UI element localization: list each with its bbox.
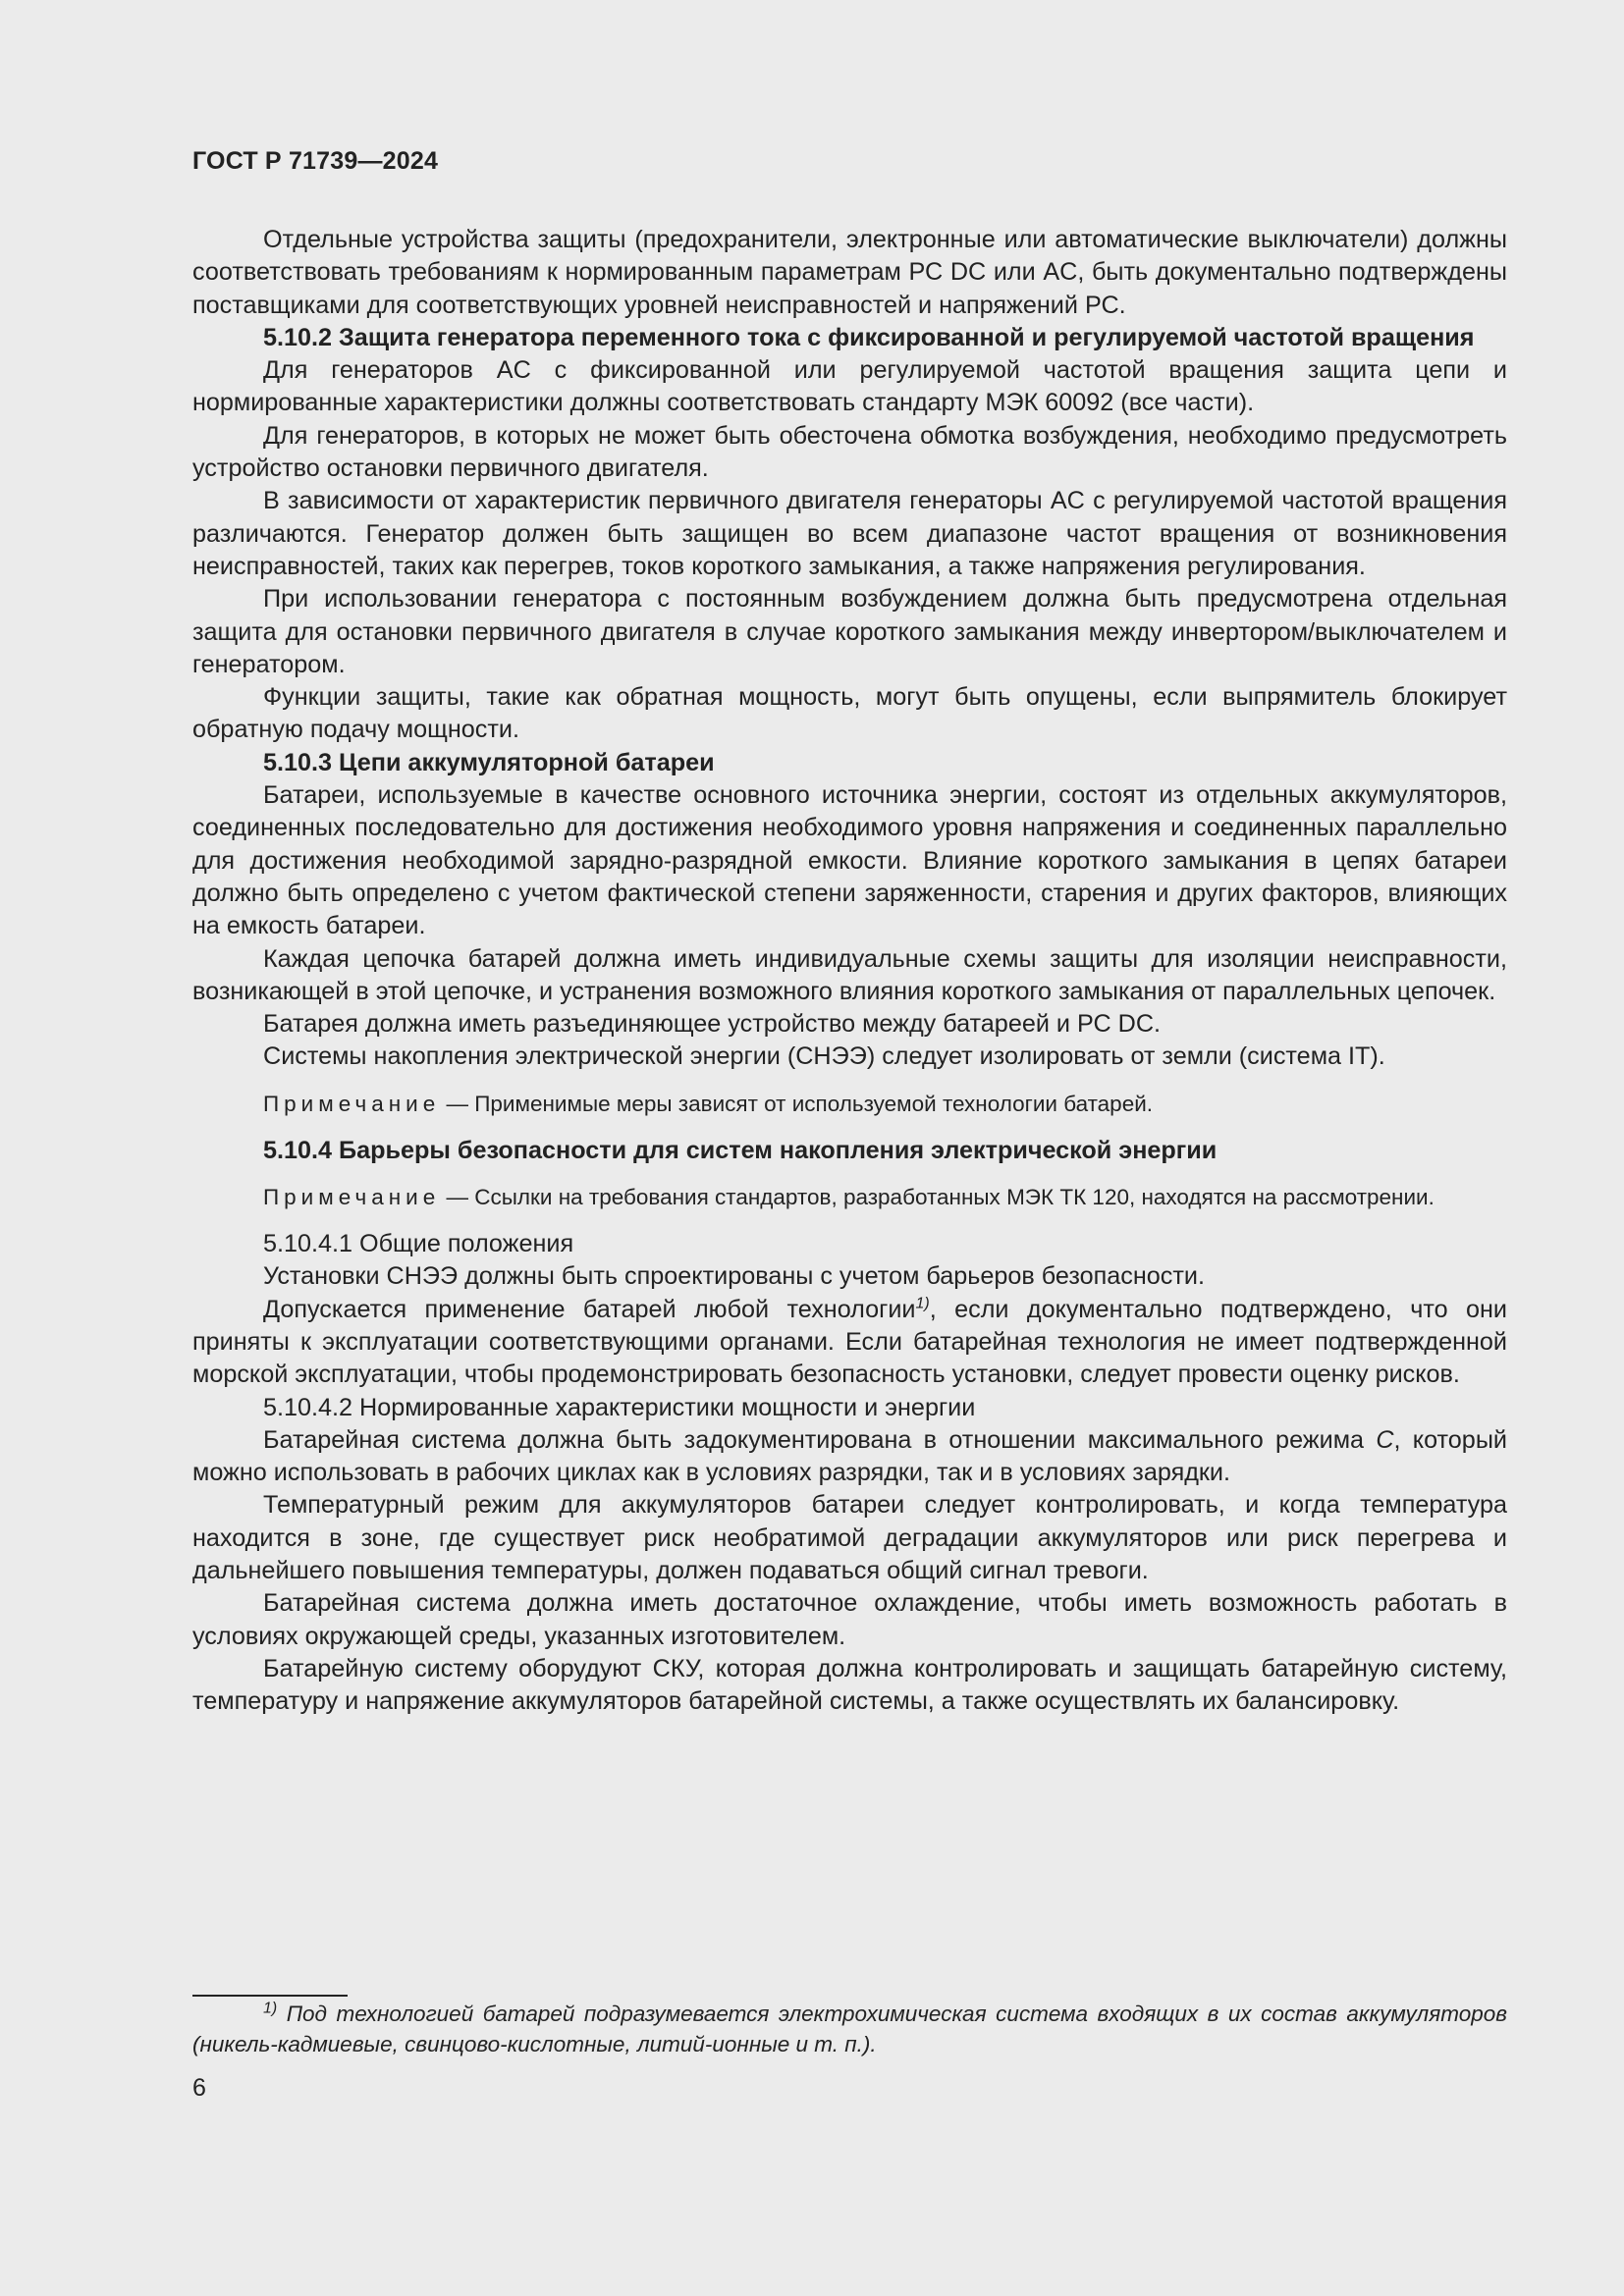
note-text: Ссылки на требования стандартов, разработанных МЭК ТК 120, находятся на рассмотрении. xyxy=(474,1185,1435,1210)
footnote-mark: 1) xyxy=(263,2000,278,2017)
footnote xyxy=(192,1999,1507,2059)
footnote-divider xyxy=(192,1995,348,1997)
paragraph: Батарейную систему оборудуют СКУ, которая должна контролировать и защищать батарейную систему, температуру и напряжение аккумуляторов батарейной системы, а также осуществлять их балансировку. xyxy=(192,1654,1507,1716)
note: Примечание — Применимые меры зависят от используемой технологии батарей. xyxy=(263,1091,1154,1116)
paragraph: Системы накопления электрической энергии (СНЭЭ) следует изолировать от земли (система IT). xyxy=(263,1042,1385,1071)
footnote-text: Под технологией батарей подразумевается электрохимическая система входящих в их состав аккумуляторов (никель-кадмиевые, свинцово-кислотные, литий-ионные и т. п.). xyxy=(192,2002,1507,2056)
page-number: 6 xyxy=(192,2074,206,2102)
note: Примечание — Ссылки на требования стандартов, разработанных МЭК ТК 120, находятся на рассмотрении. xyxy=(263,1185,1435,1210)
paragraph: В зависимости от характеристик первичного двигателя генераторы AC с регулируемой частотой вращения различаются. Генератор должен быть защищен во всем диапазоне частот вращения от возникновения неисправностей, таких как перегрев, токов короткого замыкания, а также напряжения регулирования. xyxy=(192,487,1507,580)
document-body xyxy=(192,224,1507,1718)
paragraph: Температурный режим для аккумуляторов батареи следует контролировать, и когда температура находится в зоне, где существует риск необратимой деградации аккумуляторов или риск перегрева и дальнейшего повышения температуры, должен подаваться общий сигнал тревоги. xyxy=(192,1491,1507,1584)
paragraph: Установки СНЭЭ должны быть спроектированы с учетом барьеров безопасности. xyxy=(263,1262,1206,1291)
section-heading-5-10-4: 5.10.4 Барьеры безопасности для систем накопления электрической энергии xyxy=(263,1136,1218,1164)
subsection-heading: 5.10.4.2 Нормированные характеристики мощности и энергии xyxy=(263,1393,976,1421)
paragraph: Батареи, используемые в качестве основного источника энергии, состоят из отдельных аккумуляторов, соединенных последовательно для достижения необходимого уровня напряжения и соединенных параллельно для достижения необходимой зарядно-разрядной емкости. Влияние короткого замыкания в цепях батареи должно быть определено с учетом фактической степени заряженности, старения и других факторов, влияющих на емкость батареи. xyxy=(192,781,1507,940)
paragraph: Каждая цепочка батарей должна иметь индивидуальные схемы защиты для изоляции неисправности, возникающей в этой цепочке, и устранения возможного влияния короткого замыкания от параллельных цепочек. xyxy=(192,944,1507,1005)
section-heading-5-10-2: 5.10.2 Защита генератора переменного тока с фиксированной и регулируемой частотой вращения xyxy=(263,323,1475,351)
note-text: Применимые меры зависят от используемой технологии батарей. xyxy=(474,1091,1154,1116)
paragraph: Для генераторов, в которых не может быть обесточена обмотка возбуждения, необходимо предусмотреть устройство остановки первичного двигателя. xyxy=(192,421,1507,483)
note-label: Примечание xyxy=(263,1091,441,1116)
paragraph: Батарейная система должна иметь достаточное охлаждение, чтобы иметь возможность работать в условиях окружающей среды, указанных изготовителем. xyxy=(192,1589,1507,1650)
paragraph: Для генераторов AC с фиксированной или регулируемой частотой вращения защита цепи и нормированные характеристики должны соответствовать стандарту МЭК 60092 (все части). xyxy=(192,356,1507,417)
paragraph: Отдельные устройства защиты (предохранители, электронные или автоматические выключатели) должны соответствовать требованиям к нормированным параметрам РС DC или AC, быть документально подтверждены поставщиками для соответствующих уровней неисправностей и напряжений РС. xyxy=(192,226,1507,319)
paragraph: Допускается применение батарей любой технологии$^{1)}$, если документально подтверждено, что они приняты к эксплуатации соответствующими органами. Если батарейная технология не имеет подтвержденной морской эксплуатации, чтобы продемонстрировать безопасность установки, следует провести оценку рисков. xyxy=(192,1295,1508,1389)
note-label: Примечание xyxy=(263,1185,441,1210)
paragraph: Функции защиты, такие как обратная мощность, могут быть опущены, если выпрямитель блокирует обратную подачу мощности. xyxy=(192,683,1507,744)
footnote-reference[interactable]: 1) xyxy=(915,1295,930,1312)
paragraph: При использовании генератора с постоянным возбуждением должна быть предусмотрена отдельная защита для остановки первичного двигателя в случае короткого замыкания между инвертором/выключателем и генератором. xyxy=(192,585,1507,678)
paragraph: Батарея должна иметь разъединяющее устройство между батареей и РС DC. xyxy=(263,1010,1162,1039)
paragraph: Батарейная система должна быть задокументирована в отношении максимального режима С, который можно использовать в рабочих циклах как в условиях разрядки, так и в условиях зарядки. xyxy=(192,1425,1507,1487)
section-heading-5-10-3: 5.10.3 Цепи аккумуляторной батареи xyxy=(263,748,715,776)
document-header: ГОСТ Р 71739—2024 xyxy=(192,147,439,175)
subsection-heading: 5.10.4.1 Общие положения xyxy=(263,1230,574,1258)
